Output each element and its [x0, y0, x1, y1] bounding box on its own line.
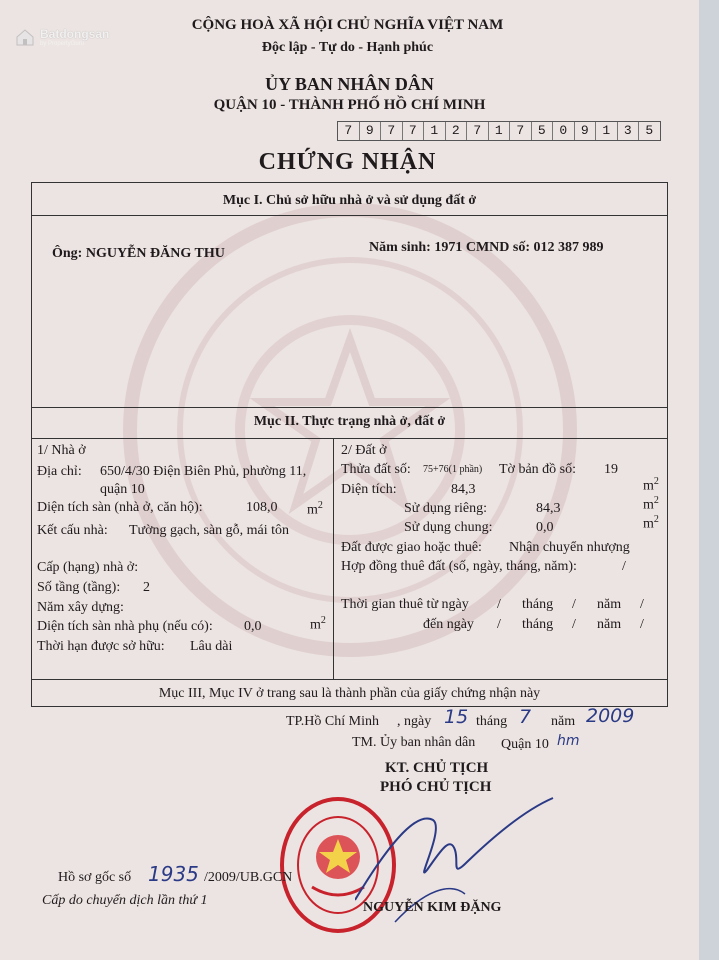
digit: 5 — [532, 122, 554, 140]
land-area-label: Diện tích: — [341, 482, 397, 497]
floor-area-value: 108,0 — [246, 500, 278, 515]
digit: 2 — [446, 122, 468, 140]
land-title: 2/ Đất ở — [341, 443, 387, 458]
lease-to-day-slash: / — [497, 617, 501, 632]
lease-to-month-label: tháng — [522, 617, 554, 632]
address-label: Địa chỉ: — [37, 464, 82, 479]
digit: 1 — [596, 122, 618, 140]
floor-area-label: Diện tích sàn (nhà ở, căn hộ): — [37, 500, 203, 515]
ownership-label: Thời hạn được sở hữu: — [37, 639, 165, 654]
shared-use-value: 0,0 — [536, 520, 554, 535]
aux-area-unit — [310, 615, 326, 634]
private-use-unit — [643, 495, 659, 514]
year-built-label: Năm xây dựng: — [37, 600, 124, 615]
month-label: tháng — [476, 714, 508, 729]
watermark-name: Batdongsan — [40, 27, 110, 41]
land-area-unit — [643, 476, 659, 495]
month-handwritten: 7 — [519, 706, 532, 728]
unit-sup: 2 — [653, 514, 659, 525]
allocation-value: Nhận chuyển nhượng — [509, 540, 630, 555]
unit-m: m — [310, 617, 321, 633]
digit: 3 — [618, 122, 640, 140]
district-handwritten: hm — [557, 733, 580, 749]
digit: 5 — [645, 123, 654, 138]
certificate-number — [337, 121, 661, 141]
digit: 7 — [403, 122, 425, 140]
digit: 0 — [553, 122, 575, 140]
unit-m: m — [643, 478, 654, 494]
shared-use-unit — [643, 514, 659, 533]
unit-m: m — [643, 497, 654, 513]
column-divider — [333, 438, 334, 679]
map-label: Tờ bản đồ số: — [499, 462, 577, 477]
land-area-value: 84,3 — [451, 482, 476, 497]
unit-sup: 2 — [653, 476, 659, 487]
ownership-value: Lâu dài — [190, 639, 233, 654]
unit-m: m — [643, 516, 654, 532]
digit: 7 — [381, 122, 403, 140]
file-suffix: /2009/UB.GCN — [204, 870, 293, 885]
divider — [31, 438, 668, 439]
lease-contract-label: Hợp đồng thuê đất (số, ngày, tháng, năm): — [341, 559, 577, 574]
unit-sup: 2 — [320, 615, 326, 626]
divider — [31, 407, 668, 408]
lease-to-year-label: năm — [597, 617, 622, 632]
signer-name: NGUYỄN KIM ĐẶNG — [363, 900, 502, 915]
digit: 1 — [489, 122, 511, 140]
owner-name: Ông: NGUYỄN ĐĂNG THU — [52, 246, 225, 261]
lease-from-year-label: năm — [597, 597, 622, 612]
digit: 9 — [360, 122, 382, 140]
day-label: , ngày — [397, 714, 432, 729]
shared-use-label: Sử dụng chung: — [404, 520, 493, 535]
owner-birth-id: Năm sinh: 1971 CMND số: 012 387 989 — [369, 240, 604, 255]
parcel-label: Thửa đất số: — [341, 462, 411, 477]
unit-m: m — [307, 502, 318, 518]
scan-edge — [699, 0, 719, 960]
year-handwritten: 2009 — [586, 705, 635, 727]
allocation-label: Đất được giao hoặc thuê: — [341, 540, 482, 555]
lease-from-day-slash: / — [497, 597, 501, 612]
lease-to-label: đến ngày — [423, 617, 474, 632]
divider — [31, 215, 668, 216]
address-line1: 650/4/30 Điện Biên Phủ, phường 11, — [100, 464, 307, 479]
divider — [31, 679, 668, 680]
house-title: 1/ Nhà ở — [37, 443, 86, 458]
lease-from-label: Thời gian thuê từ ngày — [341, 597, 469, 612]
private-use-value: 84,3 — [536, 501, 561, 516]
section1-heading: Mục I. Chủ sở hữu nhà ở và sử dụng đất ở — [222, 193, 477, 208]
authority: ỦY BAN NHÂN DÂN — [265, 74, 434, 94]
year-label: năm — [551, 714, 576, 729]
document-title: CHỨNG NHẬN — [258, 149, 437, 175]
lease-to-month-slash: / — [572, 617, 576, 632]
private-use-label: Sử dụng riêng: — [404, 501, 488, 516]
aux-area-label: Diện tích sàn nhà phụ (nếu có): — [37, 619, 213, 634]
section2-heading: Mục II. Thực trạng nhà ở, đất ở — [253, 414, 446, 429]
district-heading: QUẬN 10 - THÀNH PHỐ HỒ CHÍ MINH — [213, 97, 486, 113]
floor-area-unit — [307, 500, 323, 519]
file-number-handwritten: 1935 — [148, 862, 199, 886]
motto: Độc lập - Tự do - Hạnh phúc — [261, 40, 434, 55]
on-behalf: TM. Ủy ban nhân dân — [352, 735, 476, 750]
floors-value: 2 — [143, 580, 150, 595]
sign-place: TP.Hồ Chí Minh — [286, 714, 379, 729]
file-label: Hồ sơ gốc số — [58, 870, 132, 885]
grade-label: Cấp (hạng) nhà ở: — [37, 560, 139, 575]
lease-from-month-label: tháng — [522, 597, 554, 612]
map-value: 19 — [604, 462, 618, 477]
address-line2: quận 10 — [100, 482, 145, 497]
floors-label: Số tầng (tầng): — [37, 580, 121, 595]
section34-note: Mục III, Mục IV ở trang sau là thành phần của giấy chứng nhận này — [158, 686, 541, 701]
digit: 7 — [338, 122, 360, 140]
aux-area-value: 0,0 — [244, 619, 262, 634]
day-handwritten: 15 — [444, 706, 469, 728]
role-kt-chairman: KT. CHỦ TỊCH — [385, 760, 489, 776]
structure-label: Kết cấu nhà: — [37, 523, 108, 538]
digit: 1 — [424, 122, 446, 140]
lease-from-month-slash: / — [572, 597, 576, 612]
lease-from-year-slash: / — [640, 597, 644, 612]
unit-sup: 2 — [317, 500, 323, 511]
unit-sup: 2 — [653, 495, 659, 506]
structure-value: Tường gạch, sàn gỗ, mái tôn — [129, 523, 290, 538]
digit: 7 — [510, 122, 532, 140]
watermark-sub: by PropertyGuru — [40, 41, 85, 47]
role-vice-chairman: PHÓ CHỦ TỊCH — [380, 779, 492, 795]
parcel-value: 75+76(1 phần) — [423, 464, 483, 475]
transfer-note: Cấp do chuyển dịch lần thứ 1 — [42, 893, 208, 908]
lease-to-year-slash: / — [640, 617, 644, 632]
lease-contract-slash: / — [622, 559, 626, 574]
sign-district: Quận 10 — [501, 737, 549, 752]
digit: 7 — [467, 122, 489, 140]
digit: 9 — [575, 122, 597, 140]
country-name: CỘNG HOÀ XÃ HỘI CHỦ NGHĨA VIỆT NAM — [191, 17, 504, 33]
